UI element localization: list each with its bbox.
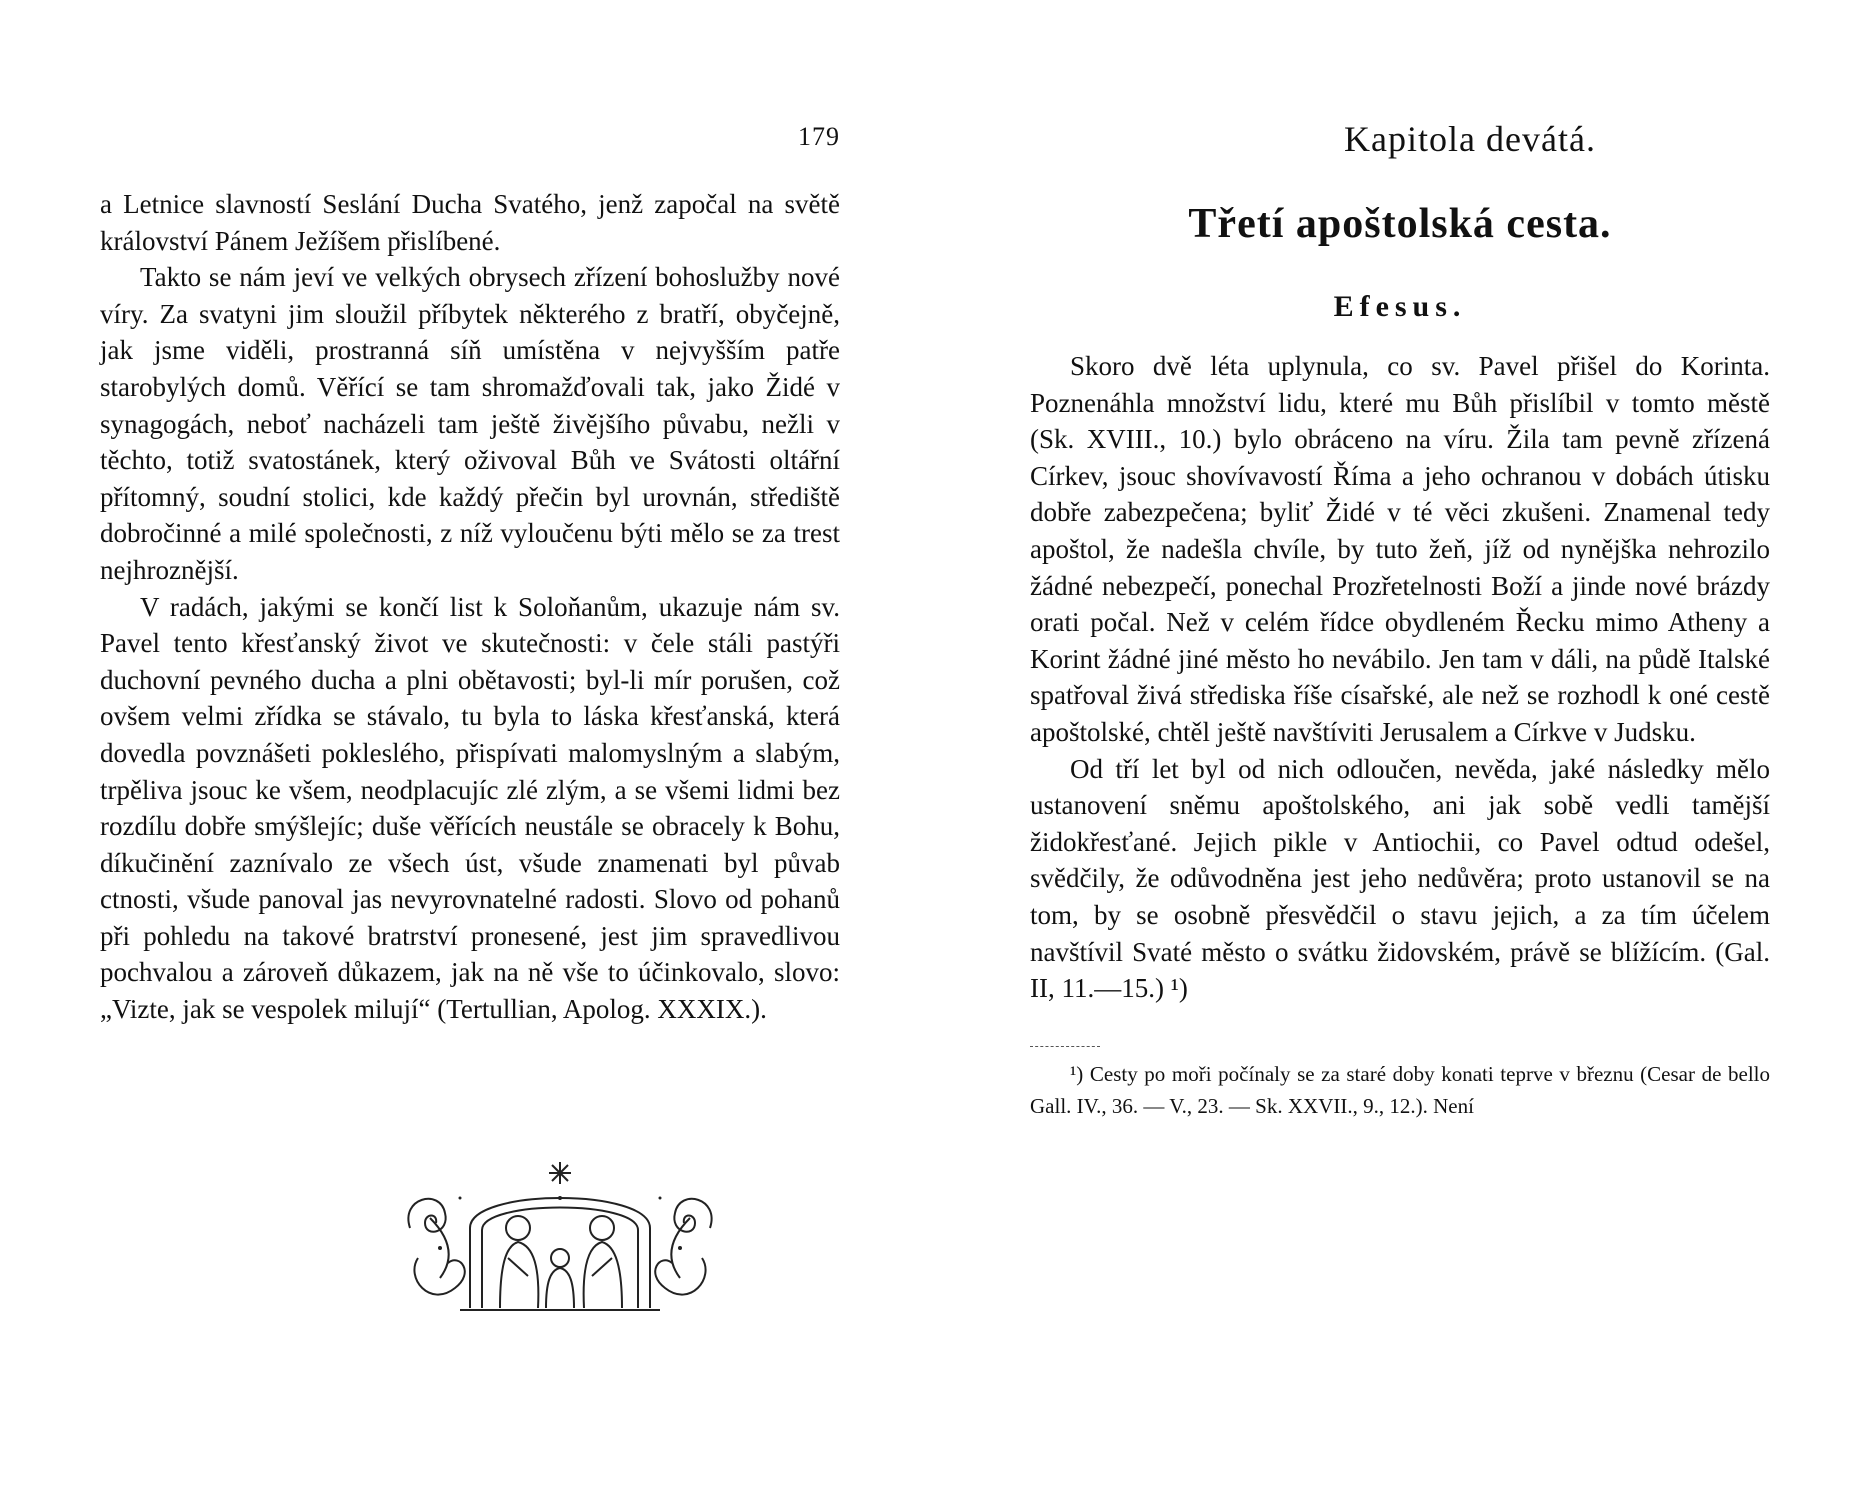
chapter-title: Třetí apoštolská cesta. bbox=[1188, 201, 1612, 247]
footnote-text: ¹) Cesty po moři počínaly se za staré doby konati teprve v březnu (Cesar de bello Gall. IV., 36. — V., 23. — Sk. XXVII., 9., 12.). Není bbox=[1030, 1062, 1770, 1118]
star-icon bbox=[549, 1162, 571, 1184]
chapter-label: Kapitola devátá. bbox=[1344, 119, 1596, 159]
right-page bbox=[1030, 0, 1770, 1500]
footnote-divider bbox=[1030, 1046, 1100, 1047]
left-page bbox=[100, 0, 840, 1500]
page-number: 179 bbox=[798, 122, 840, 151]
footnote bbox=[1030, 1058, 1770, 1122]
left-paragraph-3: V radách, jakými se končí list k Soloňanům, ukazuje nám sv. Pavel tento křesťanský život ve skutečnosti: v čele stáli pastýři duchovní pevného ducha a plni obětavosti; byl-li mír porušen, což ovšem velmi zřídka se stávalo, tu byla to láska křesťanská, která dovedla povznášeti pokleslého, přispívati malomyslným a slabým, trpěliva jsouc ke všem, neodplacujíc zlé zlým, a se všemi lidmi bez rozdílu dobře smýšlejíc; duše věřících neustále se obracely k Bohu, díkučinění zaznívalo ze všech úst, všude znamenati byl půvab ctnosti, všude panoval jas nevyrovnatelné radosti. Slovo od pohanů při pohledu na takové bratrství pronesené, jest jim spravedlivou pochvalou a zároveň důkazem, jak na ně vše to účinkovalo, slovo: „Vizte, jak se vespolek milují“ (Tertullian, Apolog. XXXIX.). bbox=[100, 591, 840, 1025]
section-title: Efesus. bbox=[1333, 290, 1467, 323]
right-body-text bbox=[1030, 348, 1770, 1007]
engraved-vignette-icon bbox=[400, 1158, 720, 1318]
right-paragraph-2: Od tří let byl od nich odloučen, nevěda, jaké následky mělo ustanovení sněmu apoštolského, ani jak sobě vedli tamější židokřesťané. Jejich pikle v Antiochii, co Pavel odtud odešel, svědčily, že odůvodněna jest jeho nedůvěra; proto ustanovil se na tom, by se osobně přesvědčil o stavu jejich, a za tím účelem navštívil Svaté město o svátku židovském, právě se blížícím. (Gal. II, 11.—15.) ¹) bbox=[1030, 753, 1770, 1004]
left-paragraph-2: Takto se nám jeví ve velkých obrysech zřízení bohoslužby nové víry. Za svatyni jim sloužil příbytek některého z bratří, obyčejně, jak jsme viděli, prostranná síň umístěna v nejvyšším patře starobylých domů. Věřící se tam shromažďovali tak, jako Židé v synagogách, neboť nacházeli tam ještě živějšího půvabu, nežli v těchto, totiž svatostánek, který oživoval Bůh ve Svátosti oltářní přítomný, soudní stolici, kde každý přečin byl urovnán, střediště dobročinné a milé společnosti, z níž vyloučenu býti mělo se za trest nejhroznější. bbox=[100, 262, 840, 585]
right-paragraph-1: Skoro dvě léta uplynula, co sv. Pavel přišel do Korinta. Poznenáhla množství lidu, které mu Bůh přislíbil v tomto městě (Sk. XVIII., 10.) bylo obráceno na víru. Žila tam pevně zřízená Církev, jsouc shovívavostí Říma a jeho ochranou v dobách útisku dobře zabezpečena; byliť Židé v té věci zkušeni. Znamenal tedy apoštol, že nadešla chvíle, by tuto žeň, jíž od nynějška nehrozilo žádné nebezpečí, ponechal Prozřetelnosti Boží a jinde nové brázdy orati počal. Než v celém řídce obydleném Řecku mimo Atheny a Korint žádné jiné město ho nevábilo. Jen tam v dáli, na půdě Italské spatřoval živá střediska říše císařské, ale než se rozhodl k oné cestě apoštolské, chtěl ještě navštíviti Jerusalem a Církve v Judsku. bbox=[1030, 351, 1770, 747]
left-body-text bbox=[100, 186, 840, 1028]
left-paragraph-1: a Letnice slavností Seslání Ducha Svatého, jenž započal na světě království Pánem Ježíšem přislíbené. bbox=[100, 189, 840, 256]
